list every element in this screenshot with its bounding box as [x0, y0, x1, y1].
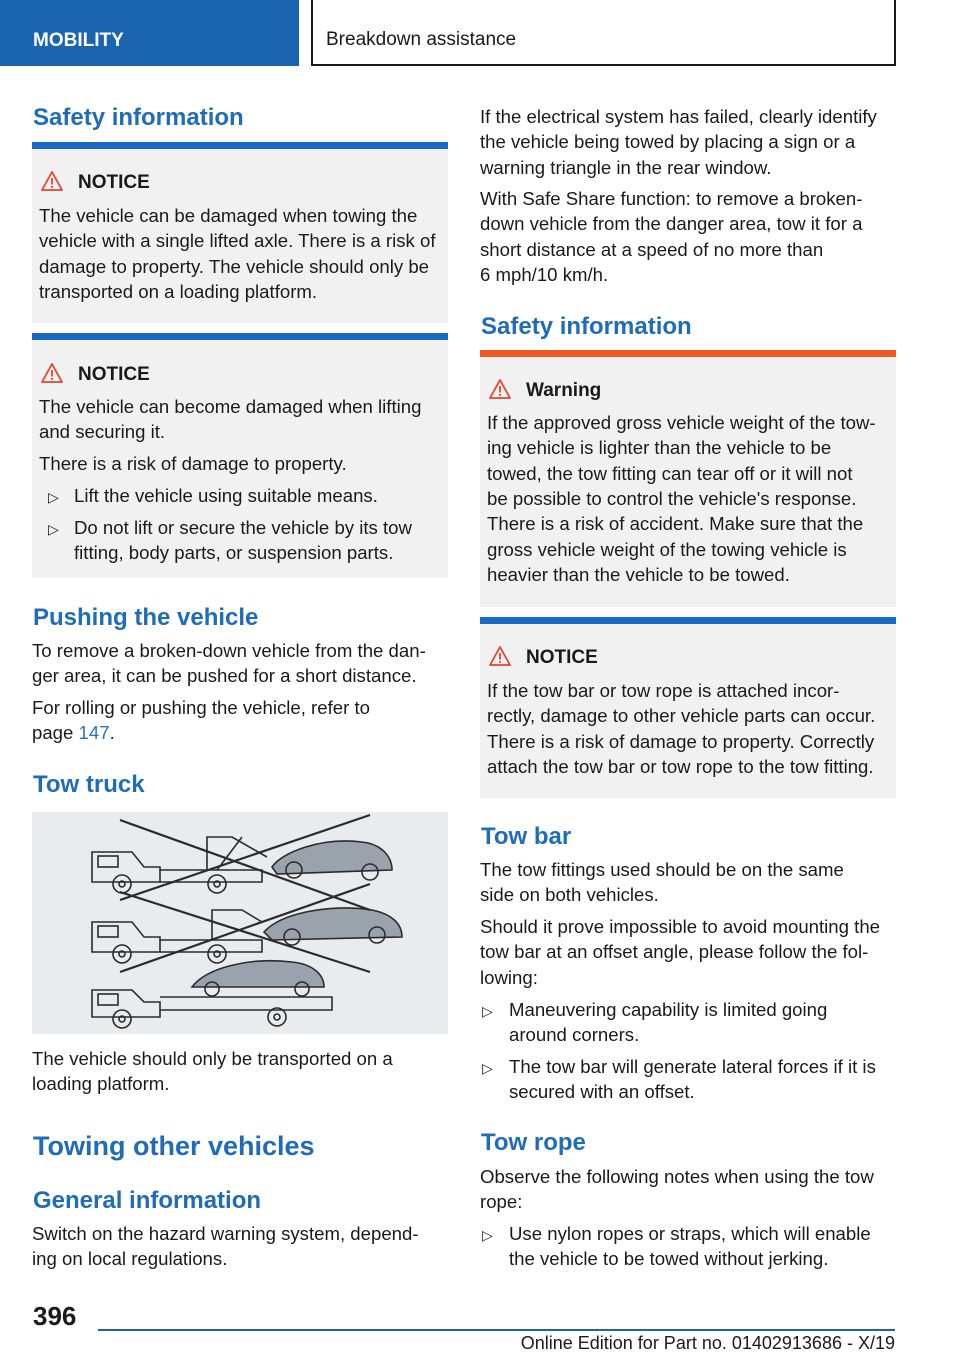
list-item: ▷ Use nylon ropes or straps, which will enable the vehicle to be towed without jerking.	[482, 1223, 871, 1269]
warning-text-line: There is a risk of accident. Make sure that the	[487, 513, 864, 534]
paragraph-line: the vehicle being towed by placing a sign or a	[480, 131, 856, 152]
chapter-title: Breakdown assistance	[311, 0, 896, 66]
warning-text-line: If the approved gross vehicle weight of the tow-	[487, 412, 876, 433]
paragraph-line: 6 mph/10 km/h.	[480, 264, 609, 285]
tow-truck-heading: Tow truck	[33, 771, 145, 798]
bullet-triangle-icon: ▷	[482, 1060, 493, 1076]
notice-text-line: attach the tow bar or tow rope to the tow fitting.	[487, 756, 874, 777]
notice-bar	[32, 333, 448, 340]
page-header	[0, 0, 960, 66]
warning-box	[480, 350, 896, 607]
tow-truck-row-3	[92, 961, 332, 1028]
paragraph-line: To remove a broken-down vehicle from the dan-	[32, 640, 426, 661]
warning-triangle-icon	[41, 362, 63, 384]
paragraph-line: side on both vehicles.	[480, 884, 659, 905]
warning-text-line: be possible to control the vehicle's response.	[487, 488, 857, 509]
paragraph-line: tow bar at an offset angle, please follow the fol-	[480, 941, 869, 962]
paragraph-line: rope:	[480, 1191, 523, 1212]
footer-edition: Online Edition for Part no. 01402913686 - X/19	[520, 1333, 895, 1353]
notice-bar	[480, 617, 896, 624]
warning-text-line: towed, the tow fitting can tear off or it will not	[487, 463, 853, 484]
list-item: ▷ Lift the vehicle using suitable means.	[48, 483, 443, 509]
paragraph-line: ger area, it can be pushed for a short distance.	[32, 665, 417, 686]
warning-text-line: ing vehicle is lighter than the vehicle to be	[487, 437, 832, 458]
bullet-triangle-icon: ▷	[48, 521, 59, 537]
section-tab[interactable]: MOBILITY	[0, 0, 299, 66]
paragraph-line: For rolling or pushing the vehicle, refer to	[32, 697, 370, 718]
paragraph-line: down vehicle from the danger area, tow it for a	[480, 213, 863, 234]
cross-marks	[120, 815, 370, 972]
towing-other-heading: Towing other vehicles	[33, 1131, 315, 1161]
tow-truck-row-2	[92, 908, 402, 963]
page-number: 396	[33, 1301, 77, 1331]
paragraph-line: The tow fittings used should be on the same	[480, 859, 844, 880]
tow-bar-heading: Tow bar	[481, 823, 572, 850]
paragraph-line: ing on local regulations.	[32, 1248, 228, 1269]
list-item: ▷ Do not lift or secure the vehicle by its tow fitting, body parts, or suspension parts.	[48, 517, 412, 563]
page-reference: page 147.	[32, 722, 115, 743]
notice-text-line: transported on a loading platform.	[39, 281, 318, 302]
bullet-triangle-icon: ▷	[482, 1227, 493, 1243]
notice-box-2	[32, 333, 448, 578]
pushing-heading: Pushing the vehicle	[33, 604, 259, 631]
notice-text-line: There is a risk of damage to property.	[39, 453, 347, 474]
notice-title: NOTICE	[78, 172, 150, 193]
general-info-heading: General information	[33, 1187, 262, 1214]
notice-title: NOTICE	[526, 647, 598, 668]
notice-text-line: vehicle with a single lifted axle. There is a risk of	[39, 230, 436, 251]
paragraph-line: warning triangle in the rear window.	[480, 157, 772, 178]
notice-text-line: The vehicle can become damaged when lifting	[39, 396, 422, 417]
footer-divider	[98, 1329, 895, 1331]
safety-info-heading-left: Safety information	[33, 104, 244, 131]
bullet-triangle-icon: ▷	[48, 489, 59, 505]
warning-triangle-icon	[489, 645, 511, 667]
paragraph-line: Switch on the hazard warning system, depend-	[32, 1223, 419, 1244]
notice-text-line: damage to property. The vehicle should only be	[39, 256, 430, 277]
warning-bar	[480, 350, 896, 357]
notice-box-1	[32, 142, 448, 323]
tow-truck-illustration	[32, 812, 448, 1034]
notice-bar	[32, 142, 448, 149]
safety-info-heading-right: Safety information	[481, 313, 692, 340]
page-link[interactable]: 147	[78, 722, 110, 743]
list-item: ▷ The tow bar will generate lateral forces if it is secured with an offset.	[482, 1056, 876, 1102]
warning-triangle-icon	[41, 170, 63, 192]
figure-caption-line: loading platform.	[32, 1073, 170, 1094]
paragraph-line: Observe the following notes when using the tow	[480, 1166, 874, 1187]
paragraph-line: If the electrical system has failed, clearly identify	[480, 106, 877, 127]
paragraph-line: short distance at a speed of no more than	[480, 239, 824, 260]
notice-box-3	[480, 617, 896, 798]
paragraph-line: Should it prove impossible to avoid mounting the	[480, 916, 881, 937]
bullet-triangle-icon: ▷	[482, 1003, 493, 1019]
warning-triangle-icon	[489, 378, 511, 400]
notice-text-line: The vehicle can be damaged when towing the	[39, 205, 418, 226]
warning-text-line: heavier than the vehicle to be towed.	[487, 564, 790, 585]
notice-text-line: rectly, damage to other vehicle parts can occur.	[487, 705, 876, 726]
notice-text-line: and securing it.	[39, 421, 166, 442]
warning-title: Warning	[526, 380, 602, 401]
warning-text-line: gross vehicle weight of the towing vehicle is	[487, 539, 847, 560]
tow-truck-drawing	[32, 812, 448, 1034]
paragraph-line: With Safe Share function: to remove a broken-	[480, 188, 863, 209]
paragraph-line: lowing:	[480, 967, 538, 988]
list-item: ▷ Maneuvering capability is limited going around corners.	[482, 999, 828, 1045]
figure-caption-line: The vehicle should only be transported on a	[32, 1048, 393, 1069]
notice-title: NOTICE	[78, 364, 150, 385]
notice-text-line: If the tow bar or tow rope is attached incor-	[487, 680, 840, 701]
tow-rope-heading: Tow rope	[481, 1129, 586, 1156]
notice-text-line: There is a risk of damage to property. Correctly	[487, 731, 875, 752]
